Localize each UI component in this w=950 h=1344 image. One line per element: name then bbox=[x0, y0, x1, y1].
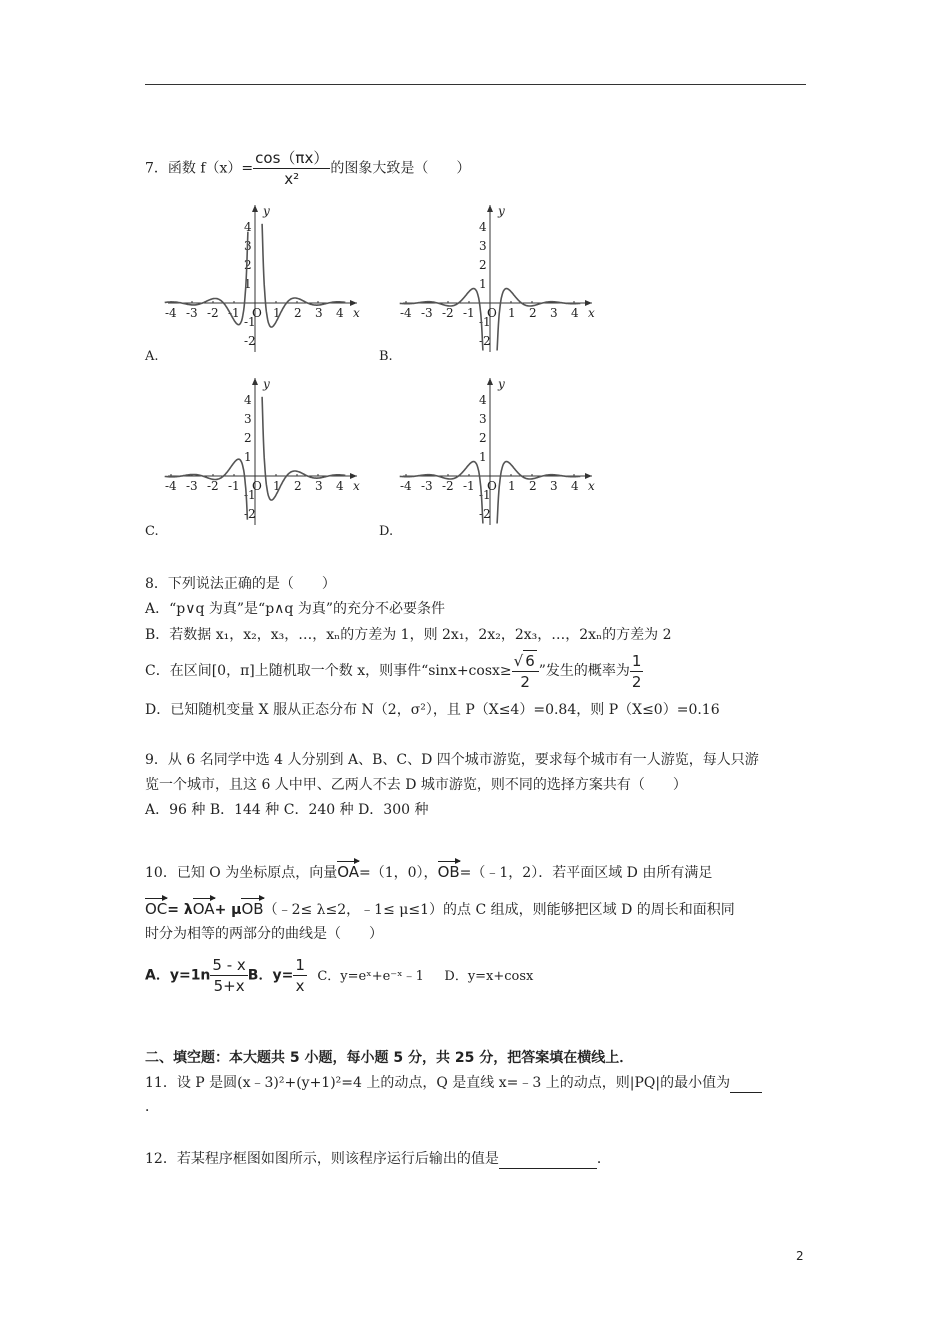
q8-option-a: A．“p∨q 为真”是“p∧q 为真”的充分不必要条件 bbox=[145, 601, 445, 617]
x-tick-label: 4 bbox=[571, 306, 579, 320]
y-tick-label: 4 bbox=[244, 220, 252, 234]
q8-probability-fraction: $\frac{1}{2}$ bbox=[631, 651, 642, 691]
x-tick-label: 3 bbox=[315, 306, 323, 320]
x-tick-label: -1 bbox=[228, 306, 240, 320]
x-tick-label: 4 bbox=[336, 479, 344, 493]
y-tick-label: 4 bbox=[479, 393, 487, 407]
x-tick-label: 3 bbox=[550, 306, 558, 320]
y-tick-label: 1 bbox=[479, 450, 487, 464]
page-number: 2 bbox=[796, 1249, 804, 1263]
option-d-label: D. bbox=[379, 524, 394, 539]
x-axis-label: x bbox=[353, 479, 360, 493]
y-axis-arrow bbox=[487, 378, 493, 385]
x-tick-label: 1 bbox=[273, 479, 281, 493]
x-tick-label: -3 bbox=[186, 479, 198, 493]
y-tick-label: -1 bbox=[479, 488, 491, 502]
vector-ob: OB bbox=[437, 863, 460, 881]
q10-line2: OC= λOA+ μOB（﹣2≤ λ≤2，﹣1≤ μ≤1）的点 C 组成，则能够把区域 D 的周长和面积同 bbox=[145, 900, 735, 918]
graph-svg bbox=[395, 368, 600, 533]
x-tick-label: 1 bbox=[508, 306, 516, 320]
x-tick-label: -4 bbox=[165, 479, 177, 493]
x-tick-label: 2 bbox=[529, 306, 537, 320]
y-tick-label: -1 bbox=[479, 315, 491, 329]
q7-fraction: $\frac{\cos(\pi x)}{\text{x²}}$ bbox=[255, 149, 329, 188]
q10-line1: 10．已知 O 为坐标原点，向量OA=（1，0），OB=（﹣1，2）．若平面区域 D 由所有满足 bbox=[145, 863, 713, 881]
x-tick-label: -4 bbox=[400, 306, 412, 320]
graph-option-d bbox=[395, 368, 600, 537]
y-axis-label: y bbox=[498, 377, 505, 391]
y-tick-label: 2 bbox=[244, 258, 252, 272]
y-tick-label: -2 bbox=[479, 507, 491, 521]
q11-text: 11．设 P 是圆(x﹣3)²+(y+1)²=4 上的动点，Q 是直线 x=﹣3 上的动点，则|PQ|的最小值为 bbox=[145, 1073, 762, 1093]
q8-option-b: B．若数据 x₁，x₂，x₃，…，xₙ的方差为 1，则 2x₁，2x₂，2x₃，…，2xₙ的方差为 2 bbox=[145, 627, 672, 643]
y-tick-label: -2 bbox=[479, 334, 491, 348]
x-tick-label: -2 bbox=[442, 479, 454, 493]
y-tick-label: 4 bbox=[244, 393, 252, 407]
y-axis-arrow bbox=[252, 378, 258, 385]
y-tick-label: -1 bbox=[244, 315, 256, 329]
y-tick-label: 3 bbox=[244, 239, 252, 253]
y-tick-label: 1 bbox=[244, 450, 252, 464]
y-tick-label: 3 bbox=[244, 412, 252, 426]
y-tick-label: 2 bbox=[244, 431, 252, 445]
x-axis-label: x bbox=[353, 306, 360, 320]
graph-option-c bbox=[160, 368, 365, 537]
x-tick-label: O bbox=[252, 306, 262, 320]
y-axis-arrow bbox=[487, 205, 493, 212]
q12-answer-blank[interactable] bbox=[499, 1152, 597, 1169]
q9-line2: 览一个城市，且这 6 人中甲、乙两人不去 D 城市游览，则不同的选择方案共有（ ） bbox=[145, 777, 687, 793]
y-tick-label: 3 bbox=[479, 239, 487, 253]
y-tick-label: -1 bbox=[244, 488, 256, 502]
x-tick-label: O bbox=[487, 306, 497, 320]
y-tick-label: 1 bbox=[479, 277, 487, 291]
section-2-title: 二、填空题：本大题共 5 小题，每小题 5 分，共 25 分，把答案填在横线上． bbox=[145, 1050, 634, 1066]
q10-options: A．y=1n $\frac{5 - x}{5+x}$ B．y= $\frac{1}{x}$ C．y=eˣ+e⁻ˣ﹣1 D．y=x+cosx bbox=[145, 956, 534, 995]
x-tick-label: -1 bbox=[228, 479, 240, 493]
x-tick-label: 3 bbox=[550, 479, 558, 493]
x-tick-label: -1 bbox=[463, 306, 475, 320]
x-tick-label: O bbox=[487, 479, 497, 493]
y-axis-label: y bbox=[263, 204, 270, 218]
x-tick-label: 1 bbox=[508, 479, 516, 493]
q9-options: A．96 种 B．144 种 C．240 种 D．300 种 bbox=[145, 802, 429, 818]
x-tick-label: -4 bbox=[400, 479, 412, 493]
x-tick-label: -2 bbox=[207, 479, 219, 493]
y-tick-label: 3 bbox=[479, 412, 487, 426]
q11-answer-blank[interactable] bbox=[730, 1076, 762, 1093]
x-tick-label: 2 bbox=[529, 479, 537, 493]
graph-option-b bbox=[395, 195, 600, 364]
q11-end: ． bbox=[145, 1099, 159, 1115]
x-tick-label: 4 bbox=[571, 479, 579, 493]
y-tick-label: 2 bbox=[479, 431, 487, 445]
y-tick-label: 2 bbox=[479, 258, 487, 272]
vector-oa-2: OA bbox=[192, 900, 215, 918]
q10-line3: 时分为相等的两部分的曲线是（ ） bbox=[145, 926, 383, 942]
q8-stem: 8．下列说法正确的是（ ） bbox=[145, 576, 336, 592]
graph-svg bbox=[395, 195, 600, 360]
x-tick-label: O bbox=[252, 479, 262, 493]
x-tick-label: 4 bbox=[336, 306, 344, 320]
q10-b-fraction: $\frac{1}{x}$ bbox=[295, 956, 305, 995]
q7-stem: 7．函数 f（x）= $\frac{\cos(\pi x)}{\text{x²}}$ 的图象大致是（ ） bbox=[145, 149, 471, 188]
q8-option-d: D．已知随机变量 X 服从正态分布 N（2，σ²），且 P（X≤4）=0.84，则 P（X≤0）=0.16 bbox=[145, 702, 720, 718]
graph-option-a bbox=[160, 195, 365, 364]
vector-oc: OC bbox=[145, 900, 168, 918]
x-tick-label: -2 bbox=[442, 306, 454, 320]
header-rule bbox=[145, 84, 806, 85]
x-tick-label: -3 bbox=[421, 306, 433, 320]
x-tick-label: -3 bbox=[186, 306, 198, 320]
y-axis-label: y bbox=[263, 377, 270, 391]
x-tick-label: 1 bbox=[273, 306, 281, 320]
q10-a-fraction: $\frac{5 - x}{5+x}$ bbox=[212, 956, 246, 995]
x-tick-label: -2 bbox=[207, 306, 219, 320]
q8-option-c: C．在区间[0，π]上随机取一个数 x，则事件“sinx+cosx≥ $\frac{√ 6}{2}$ ”发生的概率为 $\frac{1}{2}$ bbox=[145, 651, 642, 691]
vector-oa: OA bbox=[337, 863, 360, 881]
vector-ob-2: OB bbox=[241, 900, 264, 918]
q12-text: 12．若某程序框图如图所示，则该程序运行后输出的值是 ． bbox=[145, 1151, 611, 1167]
x-tick-label: -4 bbox=[165, 306, 177, 320]
x-axis-label: x bbox=[588, 306, 595, 320]
q9-line1: 9．从 6 名同学中选 4 人分别到 A、B、C、D 四个城市游览，要求每个城市有一人游览，每人只游 bbox=[145, 752, 759, 768]
graph-svg bbox=[160, 195, 365, 360]
x-tick-label: 2 bbox=[294, 479, 302, 493]
option-a-label: A. bbox=[145, 349, 159, 364]
q8-c-fraction: $\frac{√ 6}{2}$ bbox=[512, 650, 539, 692]
y-tick-label: 4 bbox=[479, 220, 487, 234]
x-tick-label: -3 bbox=[421, 479, 433, 493]
x-tick-label: 2 bbox=[294, 306, 302, 320]
option-b-label: B. bbox=[379, 349, 393, 364]
y-axis-label: y bbox=[498, 204, 505, 218]
graph-svg bbox=[160, 368, 365, 533]
y-tick-label: -2 bbox=[244, 507, 256, 521]
x-tick-label: 3 bbox=[315, 479, 323, 493]
x-axis-label: x bbox=[588, 479, 595, 493]
y-tick-label: 1 bbox=[244, 277, 252, 291]
x-tick-label: -1 bbox=[463, 479, 475, 493]
y-axis-arrow bbox=[252, 205, 258, 212]
y-tick-label: -2 bbox=[244, 334, 256, 348]
option-c-label: C. bbox=[145, 524, 159, 539]
